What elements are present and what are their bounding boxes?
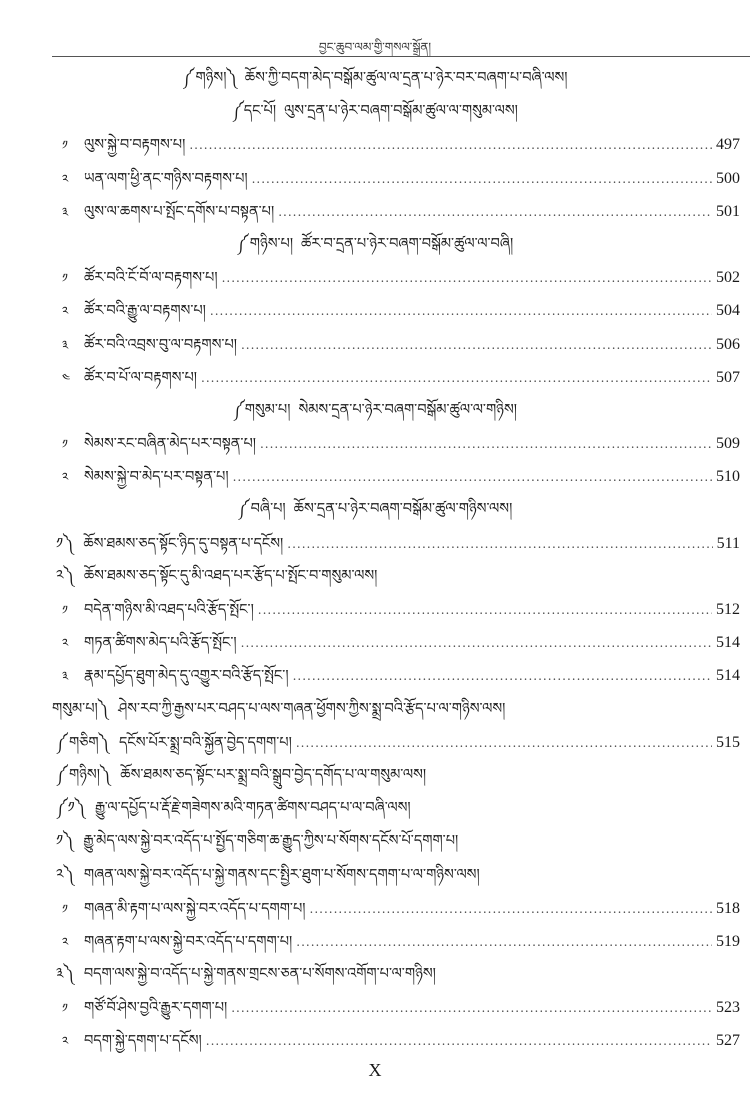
page-number: 501: [716, 202, 740, 220]
entry-number: ༣: [62, 337, 69, 352]
subsection-marker: ༡༽: [56, 535, 74, 552]
entry-title: རྒྱུ་མེད་ལས་སྐྱེ་བར་འདོད་པ་སྤྱོད་གཅིག་ཆ་རྒྱུད་ཀྱིས་པ་སོགས་དངོས་པོ་དགག་པ།: [83, 833, 459, 850]
entry-title: ཆོས་ཐམས་ཅད་སྟོང་པར་སྨྲ་བའི་སྒྲུབ་བྱེད་དགོད་པ་ལ་གསུམ་ལས།: [120, 766, 427, 783]
entry-number: ༢: [62, 636, 69, 651]
page-number: 518: [716, 899, 740, 917]
section-marker: ༼གསུམ་པ།: [233, 401, 291, 418]
entry-number: ༢: [62, 934, 69, 949]
part-title: ཤེས་རབ་ཀྱི་རྒྱས་པར་བཤད་པ་ལས་གཞན་ཕྱོགས་ཀྱིས་སྨྲ་བའི་རྩོད་པ་ལ་གཉིས་ལས།: [118, 700, 506, 717]
entry-number: ༡: [62, 138, 68, 153]
entry-number: ༢: [62, 304, 69, 319]
page-number: 523: [716, 999, 740, 1017]
toc-entry: [0, 892, 750, 925]
page-folio: X: [368, 1060, 382, 1080]
entry-title: ཆོས་ཐམས་ཅད་སྟོང་ཉིད་དུ་བསྟན་པ་དངོས།: [83, 535, 284, 552]
entry-title: ཚོར་བ་པོ་ལ་བརྟགས་པ།: [84, 369, 198, 386]
subsection-marker: ༡༽: [56, 833, 74, 850]
section-title: ཆོས་དྲན་པ་ཉེར་བཞག་བསྒོམ་ཚུལ་གཉིས་ལས།: [293, 501, 513, 518]
subsection-marker: ༼གཉིས།༽: [56, 766, 111, 783]
toc-entry: [0, 626, 750, 659]
part-marker: གསུམ་པ།༽: [52, 700, 109, 717]
section-marker: ༼དང་པོ།: [232, 103, 277, 120]
entry-number: ༣: [62, 204, 69, 219]
page-number: 502: [716, 269, 740, 287]
toc-subsection-entry: [0, 792, 750, 825]
dot-leader: [222, 262, 712, 295]
entry-number: ༣: [62, 669, 69, 684]
dot-leader: [189, 129, 712, 162]
entry-title: གཞན་ལས་སྐྱེ་བར་འདོད་པ་སྐྱེ་གནས་དང་སྤྱིར་ཐུག་པ་སོགས་དགག་པ་ལ་གཉིས་ལས།: [83, 866, 480, 883]
dot-leader: [210, 295, 712, 328]
dot-leader: [310, 893, 713, 926]
entry-title: རྒྱུ་ལ་དཔྱོད་པ་རྡོ་རྗེ་གཟེགས་མའི་གཏན་ཚིགས་བཤད་པ་ལ་བཞི་ལས།: [95, 800, 411, 817]
entry-title: བདག་ལས་སྐྱེ་བ་འདོད་པ་སྐྱེ་གནས་གྲངས་ཅན་པ་སོགས་འགོག་པ་ལ་གཉིས།: [83, 966, 436, 983]
page-number: 510: [716, 468, 740, 486]
dot-leader: [241, 627, 712, 660]
entry-title: སེམས་སྐྱེ་བ་མེད་པར་བསྟན་པ།: [84, 469, 229, 486]
page-number: 514: [716, 634, 740, 652]
entry-number: ༡: [62, 603, 68, 617]
header-rule: [52, 56, 750, 57]
toc-part-heading: [0, 693, 750, 726]
entry-title: ཚོར་བའི་ངོ་བོ་ལ་བརྟགས་པ།: [84, 270, 218, 287]
dot-leader: [258, 594, 712, 627]
entry-title: ཆོས་ཐམས་ཅད་སྟོང་དུ་མི་འཐད་པར་རྩོད་པ་སྤོང་བ་གསུམ་ལས།: [83, 567, 378, 584]
entry-number: ༡: [62, 1001, 68, 1016]
toc-subsection-entry: [0, 759, 750, 792]
entry-number: ༡: [62, 901, 68, 916]
toc-section-heading: [0, 493, 750, 526]
toc-subsection-entry: [0, 958, 750, 991]
toc-entry: [0, 1024, 750, 1057]
toc-section-heading: [0, 95, 750, 128]
page-number: 500: [716, 169, 740, 187]
entry-number: ༢: [62, 470, 69, 485]
subsection-marker: ༼༡༽: [56, 800, 85, 817]
toc-entry: [0, 460, 750, 493]
section-marker: ༼གཉིས།༽: [182, 70, 237, 86]
toc-entry: [0, 361, 750, 394]
entry-title: གཙོ་བོ་ཤེས་བྱའི་རྒྱུར་དགག་པ།: [84, 1000, 228, 1017]
toc-entry: [0, 427, 750, 460]
dot-leader: [278, 196, 712, 229]
toc-subsection-entry: [0, 859, 750, 892]
toc-subsection-entry: [0, 825, 750, 858]
toc-subsection-entry: [0, 527, 750, 560]
section-title: ལུས་དྲན་པ་ཉེར་བཞག་བསྒོམ་ཚུལ་ལ་གསུམ་ལས།: [284, 103, 518, 120]
entry-title: གཞན་རྟག་པ་ལས་སྐྱེ་བར་འདོད་པ་དགག་པ།: [84, 933, 293, 950]
dot-leader: [241, 329, 712, 362]
page-number: 504: [716, 302, 740, 320]
toc-entry: [0, 162, 750, 195]
entry-title: སེམས་རང་བཞིན་མེད་པར་བསྟན་པ།: [84, 436, 256, 453]
entry-number: ༤: [62, 370, 71, 385]
page-number: 509: [716, 435, 740, 453]
toc-entry: [0, 328, 750, 361]
toc-entry: [0, 294, 750, 327]
dot-leader: [233, 461, 712, 494]
entry-title: ལུས་སྐྱེ་བ་བརྟགས་པ།: [84, 137, 186, 154]
page-number: 511: [716, 534, 740, 552]
dot-leader: [260, 428, 712, 461]
toc-subsection-entry: [0, 560, 750, 593]
entry-number: ༡: [62, 271, 68, 286]
entry-title: རྣམ་དཔྱོད་ཐུག་མེད་དུ་འགྱུར་བའི་རྩོད་སྤོང་།: [84, 668, 289, 685]
dot-leader: [231, 992, 712, 1025]
entry-title: ཚོར་བའི་རྒྱུ་ལ་བརྟགས་པ།: [84, 303, 206, 320]
entry-title: ཡན་ལག་ཕྱི་ནང་གཉིས་བརྟགས་པ།: [84, 170, 248, 187]
page-number: 506: [716, 335, 740, 353]
subsection-marker: ༣༽: [56, 966, 74, 983]
section-title: ཚོར་བ་དྲན་པ་ཉེར་བཞག་བསྒོམ་ཚུལ་ལ་བཞི།: [301, 235, 514, 252]
subsection-marker: ༼གཅིག༽: [56, 734, 109, 751]
toc-entry: [0, 593, 750, 626]
dot-leader: [293, 660, 712, 693]
section-title: སེམས་དྲན་པ་ཉེར་བཞག་བསྒོམ་ཚུལ་ལ་གཉིས།: [298, 401, 517, 418]
section-title: ཆོས་ཀྱི་བདག་མེད་བསྒོམ་ཚུལ་ལ་དྲན་པ་ཉེར་བར་བཞག་པ་བཞི་ལས།: [244, 70, 568, 86]
entry-number: ༢: [62, 171, 69, 186]
table-of-contents: [0, 62, 750, 1058]
entry-number: ༡: [62, 437, 68, 452]
toc-entry: [0, 991, 750, 1024]
entry-title: གཞན་མི་རྟག་པ་ལས་སྐྱེ་བར་འདོད་པ་དགག་པ།: [84, 900, 306, 917]
entry-title: དངོས་པོར་སྨྲ་བའི་སྐྱོན་བྱེད་དགག་པ།: [118, 734, 292, 751]
section-marker: ༼གཉིས་པ།: [236, 235, 294, 252]
page-number: 512: [716, 601, 740, 618]
page-number: 519: [716, 932, 740, 950]
subsection-marker: ༢༽: [56, 567, 74, 584]
toc-entry: [0, 128, 750, 161]
dot-leader: [296, 926, 712, 959]
entry-number: ༢: [62, 1034, 69, 1049]
dot-leader: [287, 528, 712, 561]
dot-leader: [252, 163, 712, 196]
subsection-marker: ༢༽: [56, 866, 74, 883]
section-marker: ༼བཞི་པ།: [237, 501, 286, 518]
toc-section-heading: [0, 62, 750, 95]
running-head: བྱང་ཆུབ་ལམ་གྱི་གསལ་སྒྲོན།: [318, 40, 432, 54]
entry-title: ལུས་ལ་ཆགས་པ་སྤོང་དགོས་པ་བསྟན་པ།: [84, 203, 275, 220]
page-number: 527: [716, 1032, 740, 1050]
toc-section-heading: [0, 228, 750, 261]
page-number: 514: [716, 667, 740, 685]
entry-title: བདེན་གཉིས་མི་འཐད་པའི་རྩོད་སྤོང་།: [84, 602, 254, 618]
toc-section-heading: [0, 394, 750, 427]
toc-entry: [0, 925, 750, 958]
entry-title: ཚོར་བའི་འབྲས་བུ་ལ་བརྟགས་པ།: [84, 336, 237, 353]
page-number: 507: [716, 368, 740, 386]
page-number: 515: [716, 733, 740, 751]
dot-leader: [296, 727, 712, 760]
toc-entry: [0, 195, 750, 228]
dot-leader: [201, 362, 712, 395]
page-number: 497: [716, 136, 740, 154]
dot-leader: [206, 1025, 712, 1058]
toc-entry: [0, 659, 750, 692]
entry-title: བདག་སྐྱེ་དགག་པ་དངོས།: [84, 1033, 202, 1050]
entry-title: གཏན་ཚིགས་མེད་པའི་རྩོད་སྤོང་།: [84, 635, 237, 652]
toc-entry: [0, 261, 750, 294]
toc-subsection-entry: [0, 726, 750, 759]
